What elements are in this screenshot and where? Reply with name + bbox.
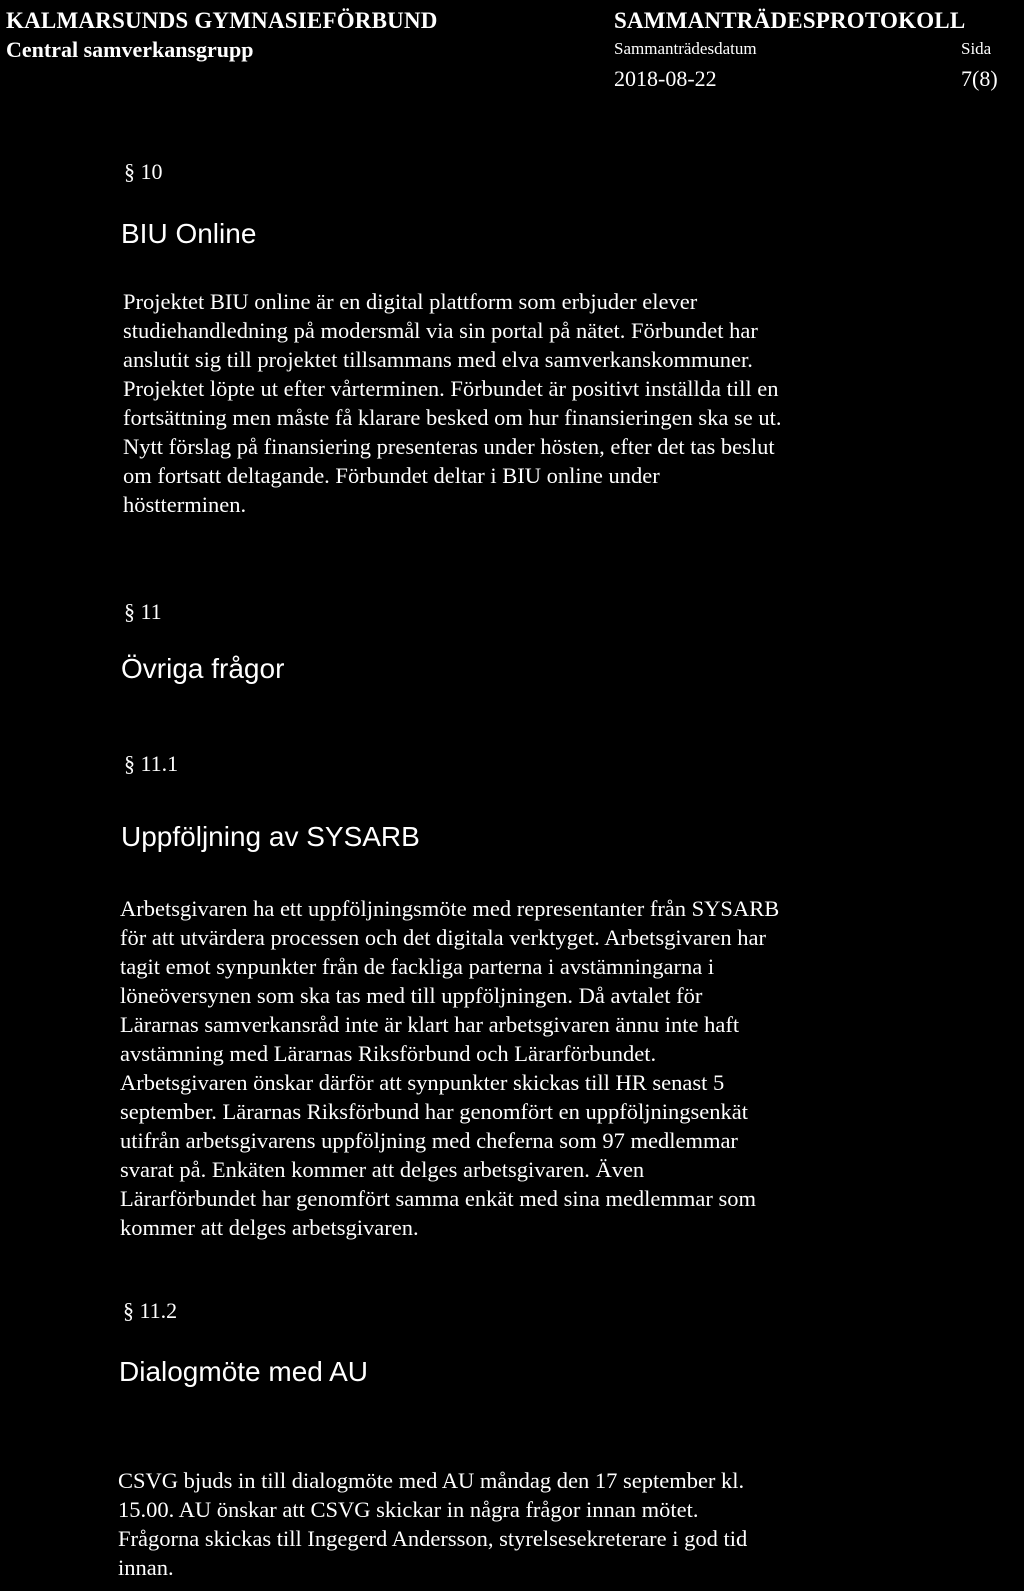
paragraph-line: kommer att delges arbetsgivaren. xyxy=(120,1215,419,1240)
paragraph-line: Projektet löpte ut efter vårterminen. Förbundet är positivt inställda till en xyxy=(123,376,779,401)
header-organization xyxy=(6,6,566,64)
paragraph-line: Arbetsgivaren önskar därför att synpunkter skickas till HR senast 5 xyxy=(120,1070,725,1095)
section-title: Dialogmöte med AU xyxy=(119,1356,369,1387)
section-number: § 10 xyxy=(124,159,163,184)
paragraph-line: svarat på. Enkäten kommer att delges arbetsgivaren. Även xyxy=(120,1157,645,1182)
document-type: SAMMANTRÄDESPROTOKOLL xyxy=(614,8,966,33)
section-title: Övriga frågor xyxy=(121,653,285,684)
paragraph-line: Arbetsgivaren ha ett uppföljningsmöte med representanter från SYSARB xyxy=(120,896,780,921)
page-number-value: 7(8) xyxy=(961,66,998,91)
paragraph-line: innan. xyxy=(118,1555,174,1580)
paragraph-line: tagit emot synpunkter från de fackliga parterna i avstämningarna i xyxy=(120,954,715,979)
section-paragraph xyxy=(118,1466,918,1582)
paragraph-line: Lärarförbundet har genomfört samma enkät med sina medlemmar som xyxy=(120,1186,757,1211)
paragraph-line: löneöversynen som ska tas med till uppföljningen. Då avtalet för xyxy=(120,983,703,1008)
paragraph-line: Nytt förslag på finansiering presenteras under hösten, efter det tas beslut xyxy=(123,434,775,459)
meeting-date-value: 2018-08-22 xyxy=(614,66,717,91)
section-number: § 11.2 xyxy=(123,1298,178,1323)
paragraph-line: studiehandledning på modersmål via sin portal på nätet. Förbundet har xyxy=(123,318,758,343)
paragraph-line: Frågorna skickas till Ingegerd Andersson, styrelsesekreterare i god tid xyxy=(118,1526,748,1551)
paragraph-line: Lärarnas samverkansråd inte är klart har arbetsgivaren ännu inte haft xyxy=(120,1012,740,1037)
section-paragraph xyxy=(120,894,920,1242)
paragraph-line: fortsättning men måste få klarare besked om hur finansieringen ska se ut. xyxy=(123,405,782,430)
meeting-date-label: Sammanträdesdatum xyxy=(614,39,757,58)
paragraph-line: anslutit sig till projektet tillsammans med elva samverkanskommuner. xyxy=(123,347,753,372)
paragraph-line: för att utvärdera processen och det digitala verktyget. Arbetsgivaren har xyxy=(120,925,766,950)
section-number: § 11 xyxy=(124,599,162,624)
paragraph-line: Projektet BIU online är en digital plattform som erbjuder elever xyxy=(123,289,698,314)
paragraph-line: 15.00. AU önskar att CSVG skickar in några frågor innan mötet. xyxy=(118,1497,699,1522)
section-title: Uppföljning av SYSARB xyxy=(121,821,420,852)
page-label: Sida xyxy=(961,39,992,58)
paragraph-line: höstterminen. xyxy=(123,492,247,517)
section-number: § 11.1 xyxy=(124,751,179,776)
organization-subtitle: Central samverkansgrupp xyxy=(6,37,254,62)
paragraph-line: CSVG bjuds in till dialogmöte med AU måndag den 17 september kl. xyxy=(118,1468,745,1493)
section-title: BIU Online xyxy=(121,218,257,249)
header-document-info xyxy=(614,6,1018,94)
paragraph-line: september. Lärarnas Riksförbund har genomfört en uppföljningsenkät xyxy=(120,1099,748,1124)
meta-labels-row xyxy=(614,36,1018,60)
paragraph-line: utifrån arbetsgivarens uppföljning med cheferna som 97 medlemmar xyxy=(120,1128,738,1153)
paragraph-line: om fortsatt deltagande. Förbundet deltar i BIU online under xyxy=(123,463,660,488)
section-paragraph xyxy=(123,287,923,519)
paragraph-line: avstämning med Lärarnas Riksförbund och Lärarförbundet. xyxy=(120,1041,657,1066)
meta-values-row xyxy=(614,60,1018,94)
organization-name: KALMARSUNDS GYMNASIEFÖRBUND xyxy=(6,8,438,33)
